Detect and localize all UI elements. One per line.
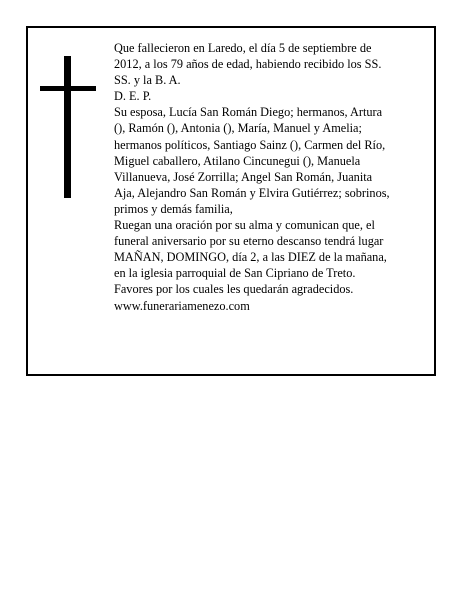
notice-line: Villanueva, José Zorrilla; Angel San Román, Juanita (114, 169, 373, 184)
website-link-text: www.funerariamenezo.com (114, 298, 250, 313)
cross-horizontal-bar (40, 86, 96, 91)
notice-line: Que fallecieron en Laredo, el día 5 de septiembre de (114, 41, 372, 55)
notice-line: SS. y la B. A. (114, 73, 181, 88)
cross-vertical-bar (64, 56, 71, 198)
notice-line: hermanos políticos, Santiago Sainz (), Carmen del Río, (114, 137, 386, 152)
notice-line: Miguel caballero, Atilano Cincunegui (), Manuela (114, 153, 361, 168)
rest-in-peace-line: D. E. P. (114, 89, 152, 104)
notice-line: Favores por los cuales les quedarán agradecidos. (114, 282, 354, 297)
obituary-notice (26, 26, 436, 376)
notice-line: MAÑAN, DOMINGO, día 2, a las DIEZ de la mañana, (114, 250, 387, 265)
notice-line: en la iglesia parroquial de San Cipriano de Treto. (114, 266, 356, 281)
notice-line: primos y demás familia, (114, 201, 233, 216)
notice-line: Su esposa, Lucía San Román Diego; hermanos, Artura (114, 105, 383, 120)
notice-text (114, 40, 420, 314)
latin-cross-icon (40, 56, 96, 198)
notice-line: Aja, Alejandro San Román y Elvira Gutiérrez; sobrinos, (114, 185, 390, 200)
notice-line: (), Ramón (), Antonia (), María, Manuel y Amelia; (114, 121, 362, 136)
notice-line: 2012, a los 79 años de edad, habiendo recibido los SS. (114, 57, 382, 72)
notice-line: Ruegan una oración por su alma y comunican que, el (114, 218, 375, 233)
notice-line: funeral aniversario por su eterno descanso tendrá lugar (114, 234, 384, 249)
